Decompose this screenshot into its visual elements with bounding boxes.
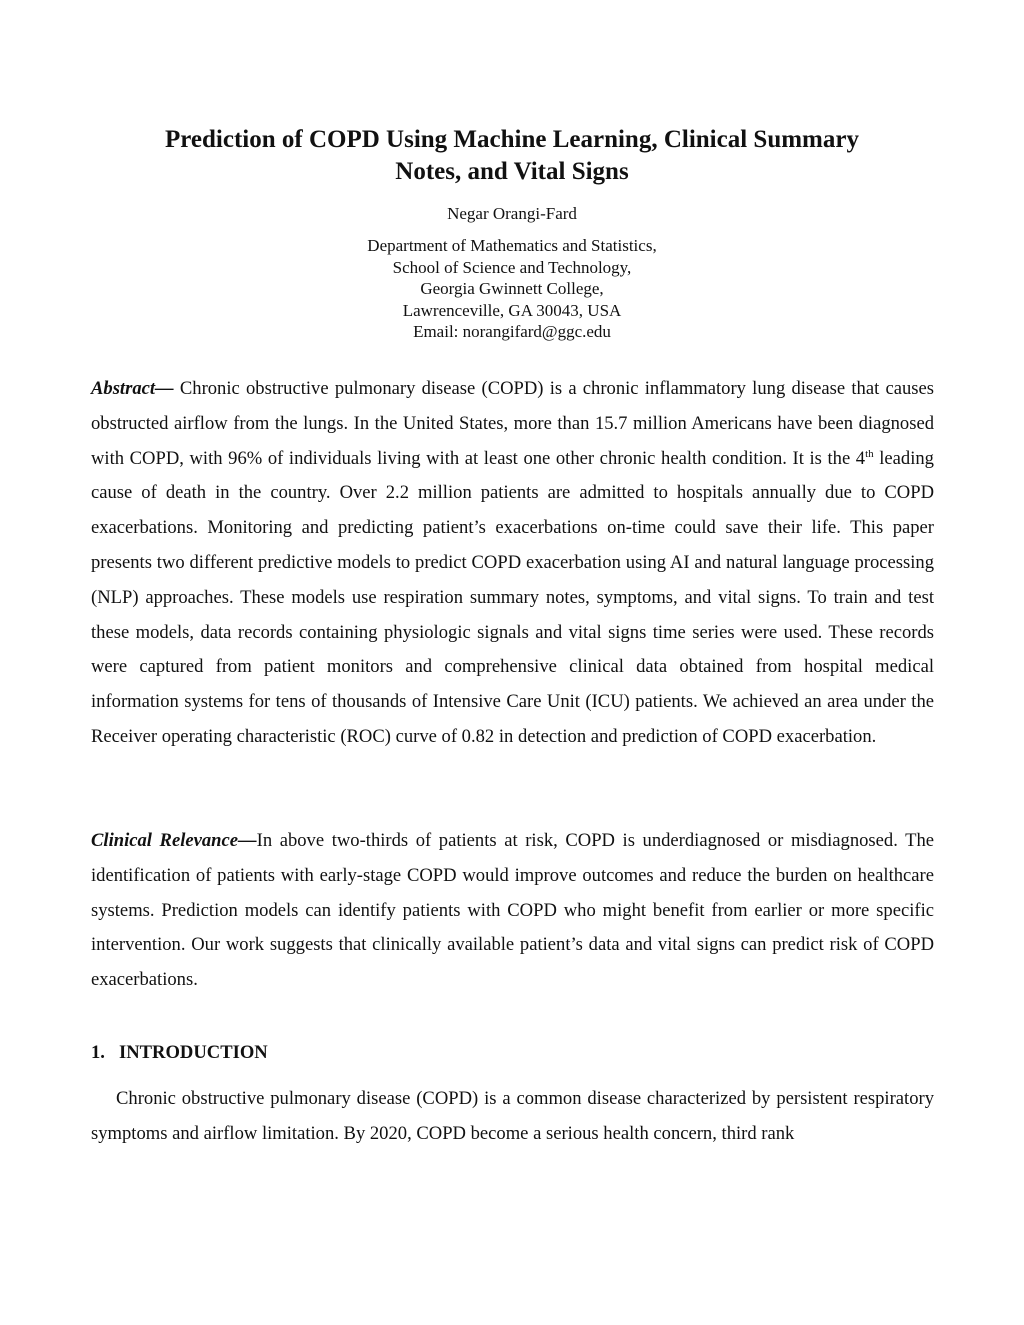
affiliation-line: Department of Mathematics and Statistics, xyxy=(367,236,657,255)
ordinal-superscript: th xyxy=(865,447,874,460)
affiliation-line: Georgia Gwinnett College, xyxy=(420,279,604,298)
paper-title xyxy=(100,124,924,188)
section-title: INTRODUCTION xyxy=(118,1042,268,1063)
author-name: Negar Orangi-Fard xyxy=(447,204,577,223)
section-number: 1. xyxy=(91,1042,105,1063)
clinical-relevance-text: In above two-thirds of patients at risk, COPD is underdiagnosed or misdiagnosed. The identification of patients with early-stage COPD would improve outcomes and reduce the burden on healthcare systems. Prediction models can identify patients with COPD who might benefit from earlier or more specific intervention. Our work suggests that clinically available patient’s data and vital signs can predict risk of COPD exacerbations. xyxy=(91,830,935,991)
author-email: Email: norangifard@ggc.edu xyxy=(413,322,611,341)
abstract-paragraph xyxy=(91,372,934,755)
author-affiliation xyxy=(100,235,924,343)
clinical-relevance-paragraph xyxy=(91,824,934,998)
section-heading-introduction xyxy=(91,1039,268,1067)
abstract-label: Abstract— xyxy=(91,378,174,399)
title-line-2: Notes, and Vital Signs xyxy=(395,158,629,185)
clinical-relevance-label: Clinical Relevance— xyxy=(91,830,257,851)
introduction-paragraph: Chronic obstructive pulmonary disease (COPD) is a common disease characterized by persistent respiratory symptoms and airflow limitation. By 2020, COPD become a serious health concern, third rank xyxy=(91,1088,934,1144)
title-line-1: Prediction of COPD Using Machine Learning, Clinical Summary xyxy=(165,126,859,153)
affiliation-line: School of Science and Technology, xyxy=(392,257,632,277)
abstract-text-part-1: Chronic obstructive pulmonary disease (COPD) is a chronic inflammatory lung disease that causes obstructed airflow from the lungs. In the United States, more than 15.7 million Americans have been diagnosed with COPD, with 96% of individuals living with at least one other chronic health condition. It is the 4 xyxy=(91,378,934,469)
affiliation-line: Lawrenceville, GA 30043, USA xyxy=(402,300,622,320)
abstract-text-part-2: leading cause of death in the country. Over 2.2 million patients are admitted to hospitals annually due to COPD exacerbations. Monitoring and predicting patient’s exacerbations on-time could save their life. This paper presents two different predictive models to predict COPD exacerbation using AI and natural language processing (NLP) approaches. These models use respiration summary notes, symptoms, and vital signs. To train and test these models, data records containing physiologic signals and vital signs time series were used. These records were captured from patient monitors and comprehensive clinical data obtained from hospital medical information systems for tens of thousands of Intensive Care Unit (ICU) patients. We achieved an area under the Receiver operating characteristic (ROC) curve of 0.82 in detection and prediction of COPD exacerbation. xyxy=(91,447,934,747)
